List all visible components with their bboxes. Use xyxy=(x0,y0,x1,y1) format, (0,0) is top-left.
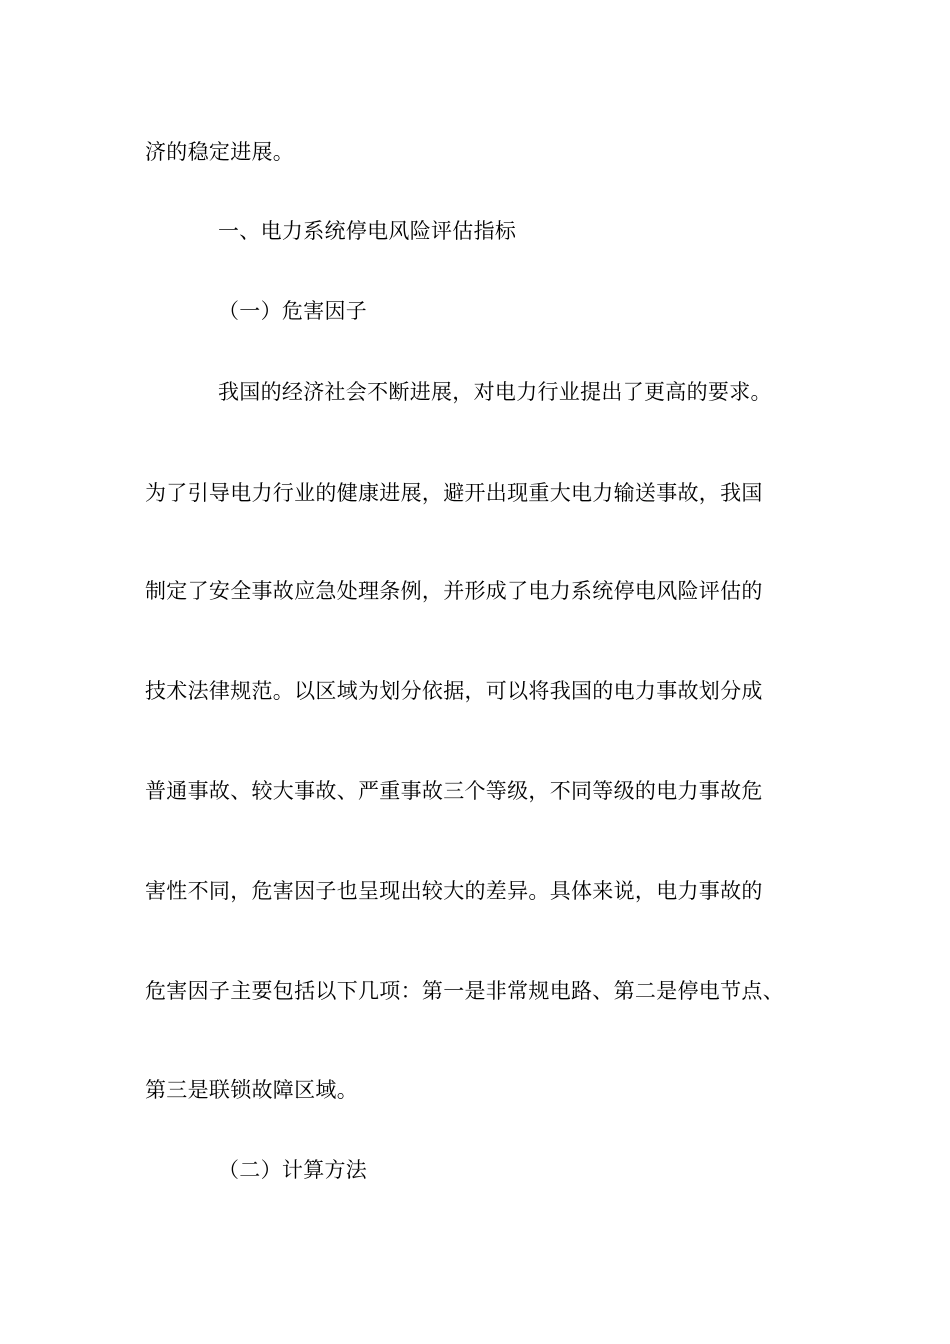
paragraph-continuation: 济的稳定进展。 xyxy=(145,140,295,164)
paragraph-line: 我国的经济社会不断进展，对电力行业提出了更高的要求。 xyxy=(218,380,772,404)
paragraph-line: 危害因子主要包括以下几项：第一是非常规电路、第二是停电节点、 xyxy=(145,979,784,1003)
paragraph-line: 第三是联锁故障区域。 xyxy=(145,1078,358,1102)
paragraph-line: 制定了安全事故应急处理条例，并形成了电力系统停电风险评估的 xyxy=(145,579,763,603)
section-heading: 一、电力系统停电风险评估指标 xyxy=(218,219,517,243)
paragraph-line: 为了引导电力行业的健康进展，避开出现重大电力输送事故，我国 xyxy=(145,481,763,505)
paragraph-line: 普通事故、较大事故、严重事故三个等级，不同等级的电力事故危 xyxy=(145,779,763,803)
subsection-heading: （一）危害因子 xyxy=(218,299,368,323)
subsection-heading: （二）计算方法 xyxy=(218,1158,368,1182)
paragraph-line: 技术法律规范。以区域为划分依据，可以将我国的电力事故划分成 xyxy=(145,679,763,703)
paragraph-line: 害性不同，危害因子也呈现出较大的差异。具体来说，电力事故的 xyxy=(145,879,763,903)
